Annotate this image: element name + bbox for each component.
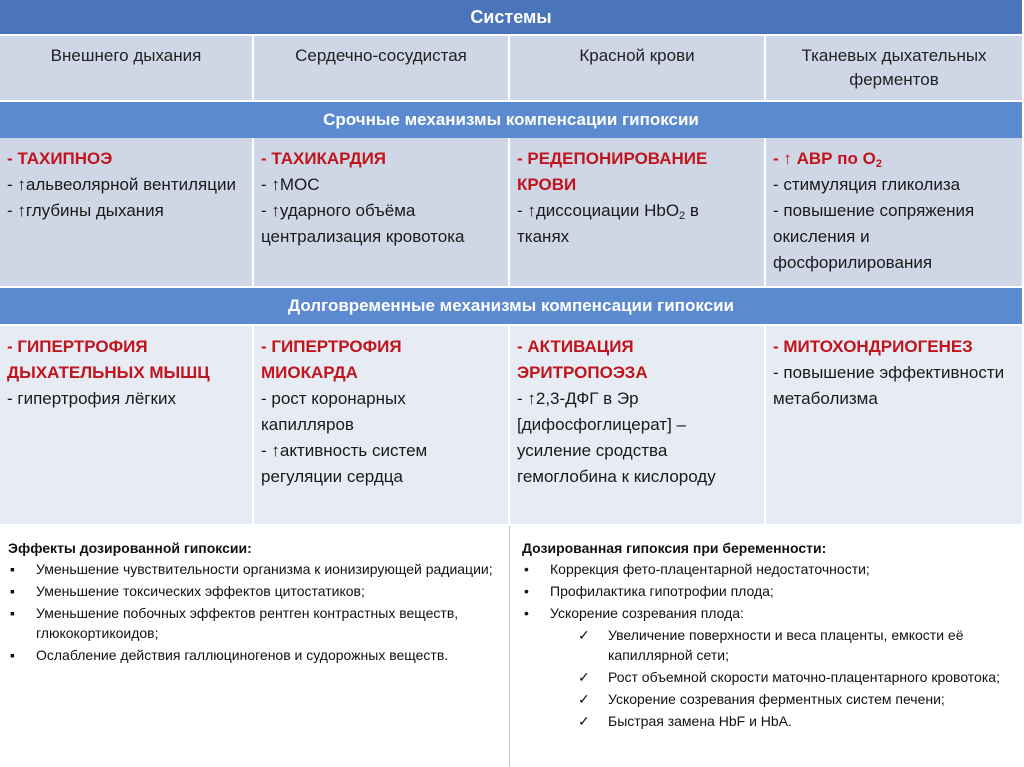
mechanism-line: - ↑активность систем регуляции сердца (261, 441, 428, 486)
list-item: ▪ Ослабление действия галлюциногенов и судорожных веществ. (10, 647, 449, 663)
mechanism-line: - повышение эффективности метаболизма (773, 363, 1005, 408)
bullet-icon: • (524, 561, 529, 577)
system-red-blood: Красной крови (510, 36, 766, 102)
mechanism-line: - ↑2,3-ДФГ в Эр [дифосфоглицерат] – усиление сродства гемоглобина к кислороду (517, 389, 716, 486)
mechanism-line: централизация кровотока (261, 227, 465, 246)
systems-title: Системы (470, 6, 552, 27)
mechanism-line: - ↑ударного объёма (261, 201, 416, 220)
longterm-row (0, 326, 1022, 526)
list-item: • Профилактика гипотрофии плода; (524, 583, 774, 599)
bullet-icon: • (524, 605, 529, 621)
checkmark-icon: ✓ (578, 713, 590, 729)
systems-row (0, 36, 1022, 102)
urgent-cardiovascular (254, 138, 510, 288)
mechanism-line: - ↑альвеолярной вентиляции (7, 175, 236, 194)
checkmark-icon: ✓ (578, 691, 590, 707)
list-item: • Ускорение созревания плода: (524, 605, 744, 621)
pregnancy-title: Дозированная гипоксия при беременности: (522, 540, 827, 556)
mechanism-line: - ↑глубины дыхания (7, 201, 164, 220)
list-item: ▪ Уменьшение токсических эффектов цитостатиков; (10, 583, 365, 599)
urgent-title: Срочные механизмы компенсации гипоксии (323, 110, 699, 129)
mechanism-line: - гипертрофия лёгких (7, 389, 176, 408)
list-item: ▪ Уменьшение побочных эффектов рентген контрастных веществ, глюкокортикоидов; (10, 605, 459, 641)
sub-list-item: ✓ Ускорение созревания ферментных систем печени; (578, 691, 945, 707)
urgent-red-blood (510, 138, 766, 288)
pregnancy-column (510, 526, 1024, 767)
sub-list-item: ✓ Быстрая замена HbF и HbA. (578, 713, 792, 729)
urgent-header (0, 102, 1022, 140)
system-cardiovascular: Сердечно-сосудистая (254, 36, 510, 102)
mechanism-heading: - ГИПЕРТРОФИЯ ДЫХАТЕЛЬНЫХ МЫШЦ (7, 337, 210, 382)
system-tissue-enzymes: Тканевых дыхательных ферментов (766, 36, 1022, 102)
longterm-red-blood (510, 326, 766, 526)
list-item: • Коррекция фето-плацентарной недостаточности; (524, 561, 870, 577)
mechanism-heading: - ТАХИКАРДИЯ (261, 149, 387, 168)
square-bullet-icon: ▪ (10, 561, 15, 577)
sub-list-item: ✓ Увеличение поверхности и веса плаценты, емкости её капиллярной сети; (578, 627, 964, 663)
systems-header (0, 0, 1022, 36)
urgent-tissue-enzymes (766, 138, 1022, 288)
longterm-tissue-enzymes (766, 326, 1022, 526)
longterm-title: Долговременные механизмы компенсации гипоксии (288, 296, 734, 315)
checkmark-icon: ✓ (578, 627, 590, 643)
mechanism-line: - повышение сопряжения окисления и фосфорилирования (773, 201, 975, 272)
sub-list-item: ✓ Рост объемной скорости маточно-плацентарного кровотока; (578, 669, 1000, 685)
longterm-cardiovascular (254, 326, 510, 526)
effects-title: Эффекты дозированной гипоксии: (8, 540, 252, 556)
longterm-header (0, 288, 1022, 326)
mechanism-heading: - ↑ АВР по $O_2$ (773, 149, 882, 170)
mechanism-heading: - АКТИВАЦИЯ ЭРИТРОПОЭЗА (517, 337, 648, 382)
square-bullet-icon: ▪ (10, 647, 15, 663)
square-bullet-icon: ▪ (10, 605, 15, 621)
mechanism-heading: - МИТОХОНДРИОГЕНЕЗ (773, 337, 973, 356)
longterm-respiratory (0, 326, 254, 526)
effects-column (0, 526, 510, 767)
mechanism-line: - ↑МОС (261, 175, 320, 194)
bullet-icon: • (524, 583, 529, 599)
list-item: ▪ Уменьшение чувствительности организма к ионизирующей радиации; (10, 561, 493, 577)
bottom-section (0, 526, 1024, 767)
mechanism-line: - рост коронарных капилляров (261, 389, 406, 434)
mechanism-line: - ↑диссоциации HbO$_2$ в тканях (517, 201, 699, 246)
square-bullet-icon: ▪ (10, 583, 15, 599)
mechanism-heading: - РЕДЕПОНИРОВАНИЕ КРОВИ (517, 149, 708, 194)
checkmark-icon: ✓ (578, 669, 590, 685)
mechanism-heading: - ГИПЕРТРОФИЯ МИОКАРДА (261, 337, 402, 382)
mechanism-heading: - ТАХИПНОЭ (7, 149, 113, 168)
urgent-respiratory (0, 138, 254, 288)
urgent-row (0, 138, 1022, 288)
mechanism-line: - стимуляция гликолиза (773, 175, 961, 194)
system-respiratory: Внешнего дыхания (0, 36, 254, 102)
